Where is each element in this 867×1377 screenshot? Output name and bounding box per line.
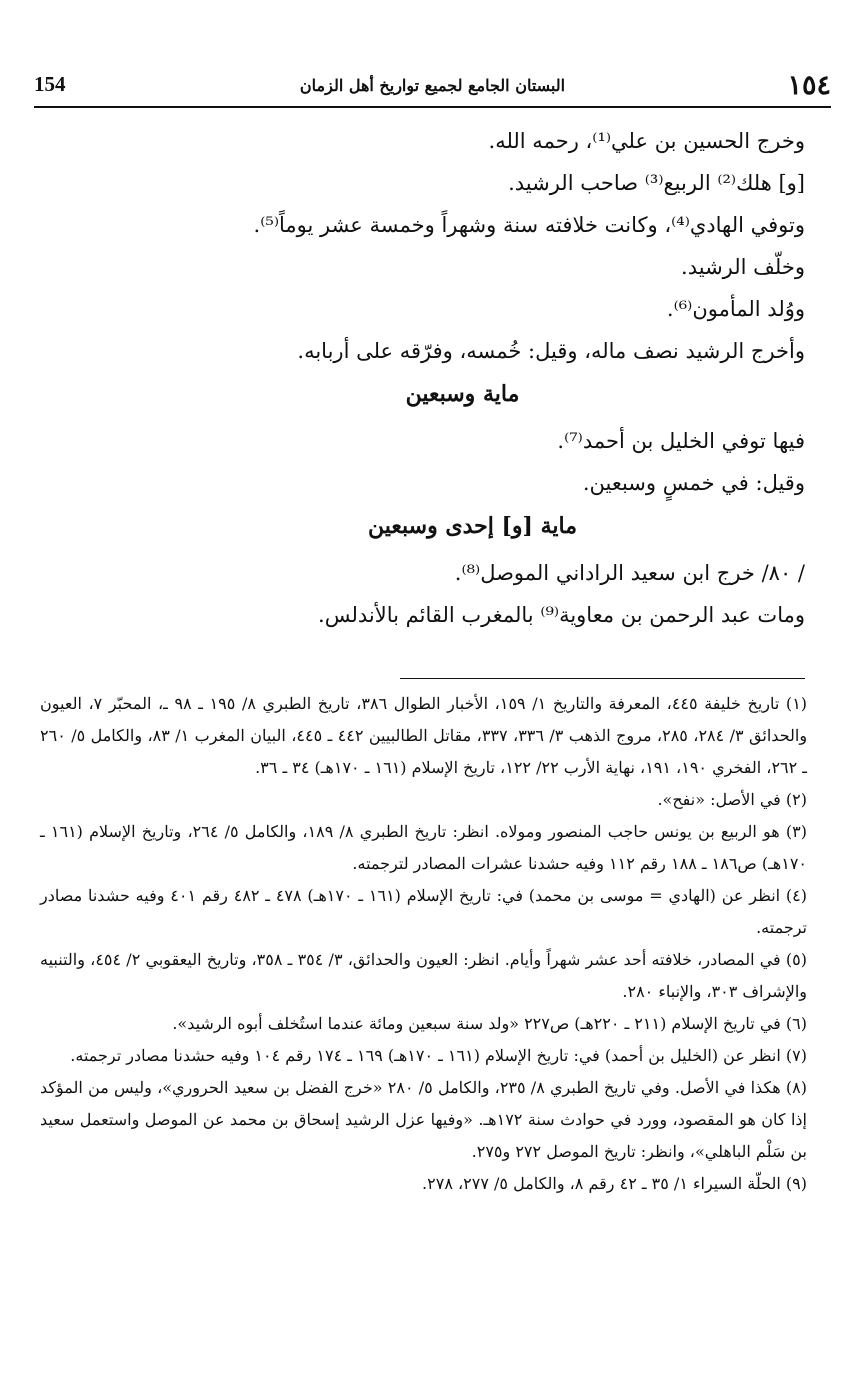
footnote: (٣) هو الربيع بن يونس حاجب المنصور ومولاه. انظر: تاريخ الطبري ٨/ ١٨٩، والكامل ٥/ ٢٦٤، وتاريخ الإسلام (١٦١ ـ ١٧٠هـ) ص١٨٦ ـ ١٨٨ رقم ١١٢ وفيه حشدنا عشرات المصادر لترجمته. — [40, 822, 807, 873]
footnote: (٤) انظر عن (الهادي = موسى بن محمد) في: تاريخ الإسلام (١٦١ ـ ١٧٠هـ) ٤٧٨ ـ ٤٨٢ رقم ٤٠١ وفيه حشدنا مصادر ترجمته. — [40, 886, 808, 937]
text-line: وقيل: في خمسٍ وسبعين. — [582, 471, 805, 495]
text-line: ومات عبد الرحمن بن معاوية⁽⁹⁾ بالمغرب القائم بالأندلس. — [318, 603, 805, 627]
year-heading-171: ماية [و] إحدى وسبعين — [368, 513, 577, 539]
running-title: البستان الجامع لجميع تواريخ أهل الزمان — [299, 76, 566, 95]
text-line: فيها توفي الخليل بن أحمد⁽⁷⁾. — [557, 429, 805, 453]
footnote: (٥) في المصادر، خلافته أحد عشر شهراً وأيام. انظر: العيون والحدائق، ٣/ ٣٥٤ ـ ٣٥٨، وتاريخ اليعقوبي ٢/ ٤٥٤، والتنبيه والإشراف ٣٠٣، والإنباء ٢٨٠. — [40, 950, 807, 1001]
footnote-separator — [400, 678, 805, 679]
page-number-latin: 154 — [34, 72, 66, 96]
text-line: / ٨٠/ خرج ابن سعيد الراداني الموصل⁽⁸⁾. — [454, 561, 805, 585]
text-line: [و] هلك⁽²⁾ الربيع⁽³⁾ صاحب الرشيد. — [508, 171, 805, 195]
footnote: (٨) هكذا في الأصل. وفي تاريخ الطبري ٨/ ٢٣٥، والكامل ٥/ ٢٨٠ «خرج الفضل بن سعيد الحروري»، وليس من المؤكد إذا كان هو المقصود، وورد في حوادث سنة ١٧٢هـ. «وفيها عزل الرشيد إسحاق بن محمد عن الموصل واستعمل سعيد بن سَلْم الباهلي»، وانظر: تاريخ الموصل ٢٧٢ و٢٧٥. — [40, 1078, 808, 1161]
text-line: ووُلد المأمون⁽⁶⁾. — [666, 297, 805, 321]
header-rule — [34, 106, 831, 108]
footnote: (٦) في تاريخ الإسلام (٢١١ ـ ٢٢٠هـ) ص٢٢٧ «ولد سنة سبعين ومائة عندما استُخلف أبوه الرشيد». — [172, 1014, 807, 1033]
footnote: (٢) في الأصل: «نفح». — [657, 790, 807, 809]
main-text — [60, 120, 805, 636]
footnote: (٧) انظر عن (الخليل بن أحمد) في: تاريخ الإسلام (١٦١ ـ ١٧٠هـ) ١٦٩ ـ ١٧٤ رقم ١٠٤ وفيه حشدنا مصادر ترجمته. — [70, 1046, 807, 1065]
text-line: وخلّف الرشيد. — [681, 255, 805, 279]
footnotes — [40, 688, 807, 1200]
page-header — [34, 62, 831, 108]
page-number-arabic: ١٥٤ — [787, 70, 831, 101]
footnote: (٩) الحلّة السيراء ١/ ٣٥ ـ ٤٢ رقم ٨، والكامل ٥/ ٢٧٧، ٢٧٨. — [422, 1174, 807, 1193]
text-line: وأخرج الرشيد نصف ماله، وقيل: خُمسه، وفرّقه على أربابه. — [297, 339, 805, 363]
year-heading-170: ماية وسبعين — [405, 381, 520, 407]
text-line: وخرج الحسين بن علي⁽¹⁾، رحمه الله. — [488, 129, 805, 153]
text-line: وتوفي الهادي⁽⁴⁾، وكانت خلافته سنة وشهراً وخمسة عشر يوماً⁽⁵⁾. — [253, 213, 805, 237]
footnote: (١) تاريخ خليفة ٤٤٥، المعرفة والتاريخ ١/ ١٥٩، الأخبار الطوال ٣٨٦، تاريخ الطبري ٨/ ١٩٥ ـ ٩٨ ـ، المحبّر ٧، العيون والحدائق ٣/ ٢٨٤، ٢٨٥، مروج الذهب ٣/ ٣٣٦، ٣٣٧، مقاتل الطالبيين ٤٤٢ ـ ٤٤٥، البيان المغرب ١/ ٨٣، والكامل ٥/ ٢٦٠ ـ ٢٦٢، الفخري ١٩٠، ١٩١، نهاية الأرب ٢٢/ ١٢٢، تاريخ الإسلام (١٦١ ـ ١٧٠هـ) ٣٤ ـ ٣٦. — [40, 694, 808, 777]
